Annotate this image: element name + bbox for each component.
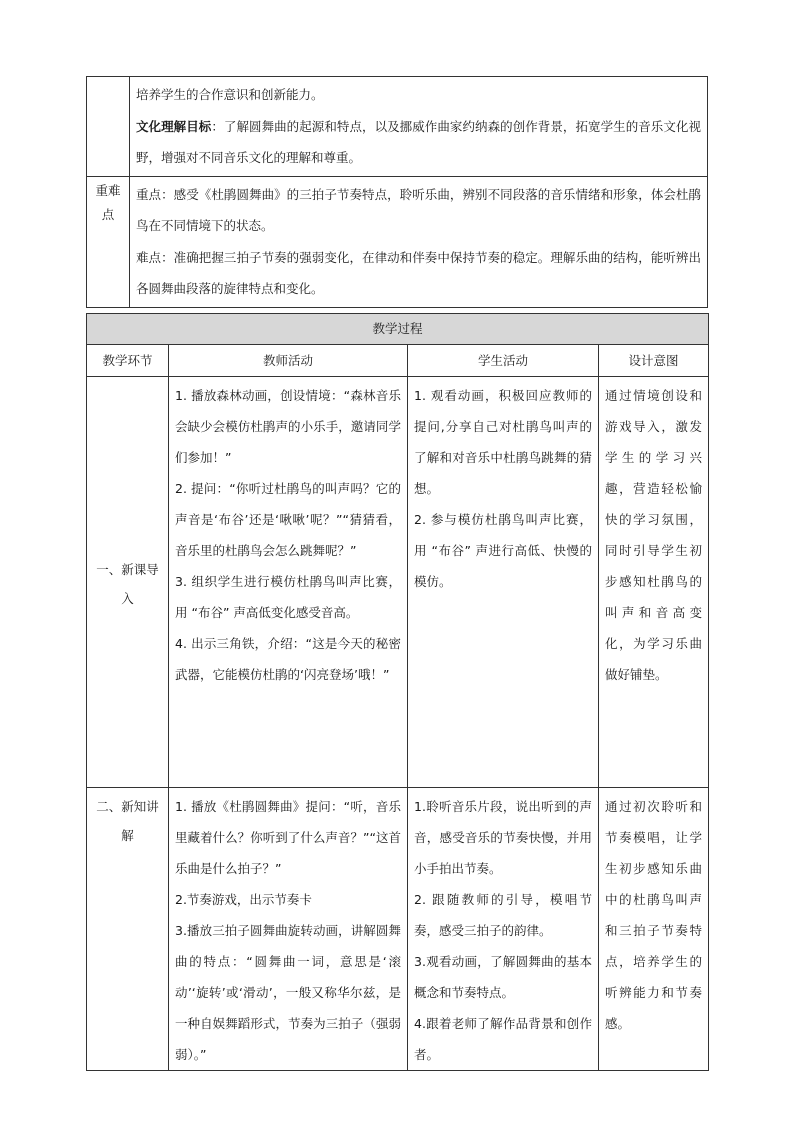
header-student: 学生活动 [408,344,599,376]
intent-cell: 通过情境创设和游戏导入，激发学生的学习兴趣，营造轻松愉快的学习氛围，同时引导学生初步感知杜鹃鸟的叫声和音高变化，为学习乐曲做好铺垫。 [599,376,709,787]
teacher-step: 1. 播放《杜鹃圆舞曲》提问：“听，音乐里藏着什么？你听到了什么声音？”“这首乐曲是什么拍子？” [175,798,401,876]
culture-objective [136,111,701,174]
objective-line: 培养学生的合作意识和创新能力。 [136,87,324,102]
teacher-step: 1. 播放森林动画，创设情境：“森林音乐会缺少会模仿杜鹃声的小乐手，邀请同学们参加！” [175,387,401,465]
process-row-intro [87,376,709,787]
student-step: 4.跟着老师了解作品背景和创作者。 [414,1015,592,1062]
objectives-table [86,76,708,308]
teacher-step: 3.播放三拍子圆舞曲旋转动画，讲解圆舞曲的特点：“圆舞曲一词，意思是‘滚动’‘旋转’或‘滑动’，一般又称华尔兹，是一种自娱舞蹈形式，节奏为三拍子（强弱弱）。” [175,922,401,1062]
teacher-step: 3. 组织学生进行模仿杜鹃鸟叫声比赛，用 “布谷” 声高低变化感受音高。 [175,573,401,620]
student-step: 1.聆听音乐片段，说出听到的声音，感受音乐的节奏快慢，并用小手拍出节奏。 [414,798,592,876]
teacher-step: 2. 提问：“你听过杜鹃鸟的叫声吗？它的声音是‘布谷’还是‘啾啾’呢？”“猜猜看，音乐里的杜鹃鸟会怎么跳舞呢？” [175,480,401,558]
header-stage: 教学环节 [87,344,169,376]
culture-text: ：了解圆舞曲的起源和特点，以及挪威作曲家约纳森的创作背景，拓宽学生的音乐文化视野，增强对不同音乐文化的理解和尊重。 [136,118,701,165]
student-step: 2. 跟随教师的引导，模唱节奏，感受三拍子的韵律。 [414,891,592,938]
student-activity-cell [408,376,599,787]
teacher-activity-cell [169,787,408,1070]
student-step: 3.观看动画，了解圆舞曲的基本概念和节奏特点。 [414,953,592,1000]
student-step: 2. 参与模仿杜鹃鸟叫声比赛，用 “布谷” 声进行高低、快慢的模仿。 [414,511,592,589]
process-table [86,313,709,1071]
difficult-point-text: 难点：准确把握三拍子节奏的强弱变化，在律动和伴奏中保持节奏的稳定。理解乐曲的结构，能听辨出各圆舞曲段落的旋律特点和变化。 [136,249,701,296]
key-points-label: 重难点 [87,176,130,307]
objectives-row [87,77,708,177]
process-header-row [87,344,709,376]
process-row-new-knowledge [87,787,709,1070]
process-title: 教学过程 [87,313,709,344]
teacher-activity-cell [169,376,408,787]
teacher-step: 2.节奏游戏，出示节奏卡 [175,891,312,907]
student-step: 1. 观看动画，积极回应教师的提问,分享自己对杜鹃鸟叫声的了解和对音乐中杜鹃鸟跳舞的猜想。 [414,387,592,496]
stage-cell: 二、新知讲解 [87,787,169,1070]
header-teacher: 教师活动 [169,344,408,376]
key-points-content [130,176,708,307]
teacher-step: 4. 出示三角铁，介绍：“这是今天的秘密武器，它能模仿杜鹃的‘闪亮登场’哦！” [175,635,401,682]
header-intent: 设计意图 [599,344,709,376]
lesson-plan-page [86,76,708,1071]
intent-cell: 通过初次聆听和节奏模唱，让学生初步感知乐曲中的杜鹃鸟叫声和三拍子节奏特点，培养学生的听辨能力和节奏感。 [599,787,709,1070]
stage-cell: 一、新课导入 [87,376,169,787]
key-point-text: 重点：感受《杜鹃圆舞曲》的三拍子节奏特点，聆听乐曲，辨别不同段落的音乐情绪和形象，体会杜鹃鸟在不同情境下的状态。 [136,186,701,233]
culture-label: 文化理解目标 [136,118,212,134]
student-activity-cell [408,787,599,1070]
objectives-content [130,77,708,177]
key-points-row [87,176,708,307]
objectives-label-cell [87,77,130,177]
